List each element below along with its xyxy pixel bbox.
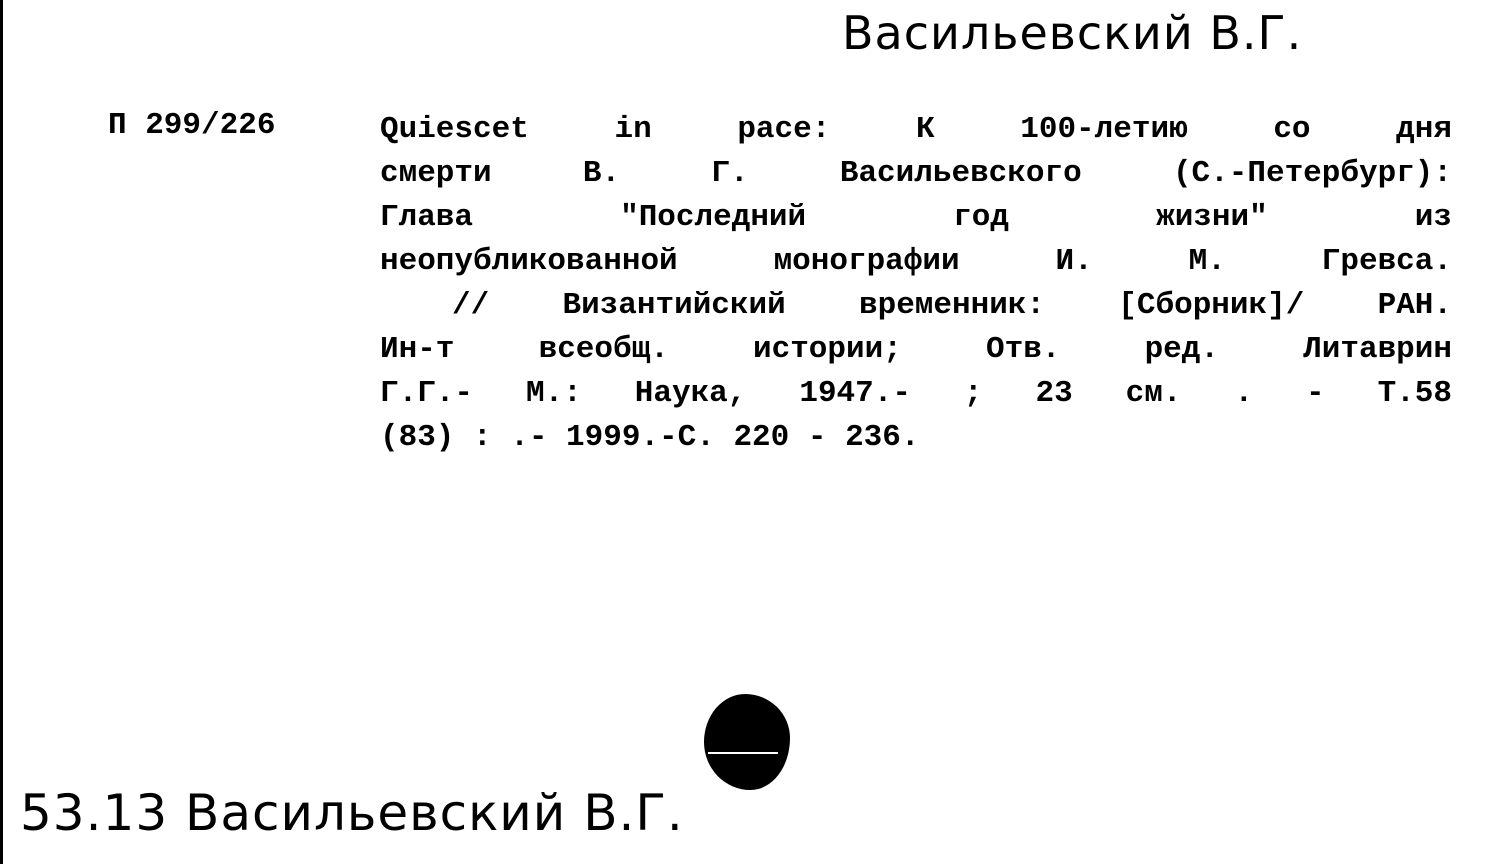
entry-line: Quiescet in pace: К 100-летию со дня <box>380 112 1452 147</box>
shelfmark: П 299/226 <box>108 108 276 143</box>
bibliographic-entry <box>380 108 1452 460</box>
card-left-border <box>0 0 3 864</box>
handwritten-heading: Васильевский В.Г. <box>842 6 1303 60</box>
entry-line: Г.Г.- М.: Наука, 1947.- ; 23 см. . - Т.58 <box>380 376 1452 411</box>
entry-line: неопубликованной монографии И. М. Гревса. <box>380 244 1452 279</box>
entry-line: (83) : .- 1999.-С. 220 - 236. <box>380 420 920 455</box>
entry-line: смерти В. Г. Васильевского (С.-Петербург): <box>380 156 1452 191</box>
punch-hole <box>704 694 790 790</box>
entry-line: Ин-т всеобщ. истории; Отв. ред. Литаврин <box>380 332 1452 367</box>
entry-line: Глава "Последний год жизни" из <box>380 200 1452 235</box>
handwritten-classification: 53.13 Васильевский В.Г. <box>20 784 684 842</box>
entry-line: // Византийский временник: [Сборник]/ РАН. <box>452 288 1452 323</box>
punch-hole-slit <box>708 752 778 754</box>
